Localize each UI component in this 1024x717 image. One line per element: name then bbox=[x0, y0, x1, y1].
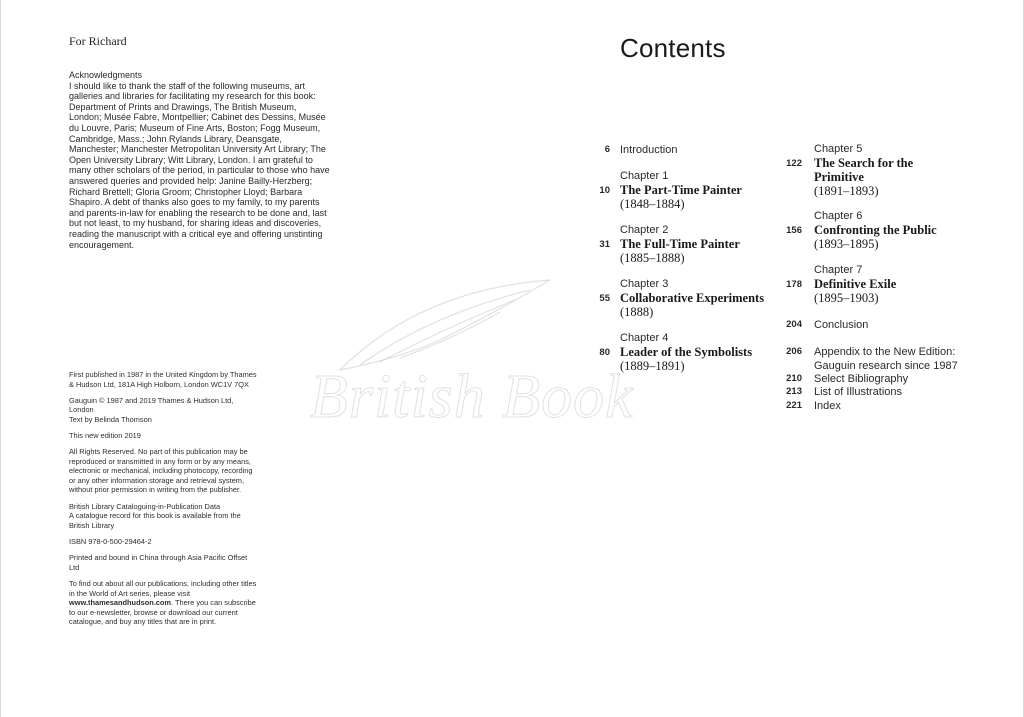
toc-page-number: 204 bbox=[786, 319, 802, 330]
toc-chapter-label: Chapter 3 bbox=[620, 278, 669, 290]
cip-data bbox=[69, 502, 259, 531]
toc-label: Conclusion bbox=[814, 319, 869, 331]
toc-chapter-label: Chapter 7 bbox=[814, 264, 863, 276]
toc-label: List of Illustrations bbox=[814, 386, 903, 398]
more-info-pre: To find out about all our publications, including other titles in the World of Art series, please visit bbox=[69, 579, 257, 598]
toc-page-number: 80 bbox=[599, 347, 610, 358]
toc-bibliography[interactable] bbox=[786, 372, 909, 386]
toc-chapter-dates: (1888) bbox=[620, 305, 654, 319]
toc-appendix[interactable] bbox=[786, 345, 958, 373]
page-edge-left bbox=[0, 0, 1, 717]
toc-chapter-5[interactable] bbox=[786, 143, 914, 198]
toc-label-continued: Gauguin research since 1987 bbox=[814, 360, 958, 372]
toc-chapter-dates: (1895–1903) bbox=[814, 291, 879, 305]
website-link[interactable]: www.thamesandhudson.com bbox=[69, 598, 171, 608]
imprint bbox=[69, 370, 259, 633]
first-published: First published in 1987 in the United Kingdom by Thames & Hudson Ltd, 181A High Holborn, London WC1V 7QX bbox=[69, 370, 257, 389]
toc-chapter-label: Chapter 1 bbox=[620, 170, 669, 182]
copyright bbox=[69, 396, 259, 425]
toc-index[interactable] bbox=[786, 399, 841, 413]
toc-chapter-3[interactable] bbox=[599, 278, 765, 319]
contents-title: Contents bbox=[620, 33, 726, 63]
toc-chapter-dates: (1893–1895) bbox=[814, 237, 879, 251]
toc-chapter-dates: (1885–1888) bbox=[620, 251, 685, 265]
dedication: For Richard bbox=[69, 34, 127, 48]
toc-chapter-title: The Part-Time Painter bbox=[620, 183, 742, 197]
toc-introduction[interactable] bbox=[604, 143, 678, 157]
toc-label: Introduction bbox=[620, 144, 678, 156]
toc-page-number: 6 bbox=[604, 144, 610, 155]
cip-text: A catalogue record for this book is available from the British Library bbox=[69, 511, 241, 530]
isbn: ISBN 978-0-500-29464-2 bbox=[69, 536, 152, 546]
toc-chapter-label: Chapter 6 bbox=[814, 210, 863, 222]
toc-illustrations[interactable] bbox=[786, 385, 903, 399]
copyright-line: Gauguin © 1987 and 2019 Thames & Hudson Ltd, London bbox=[69, 395, 234, 415]
acknowledgments-text: I should like to thank the staff of the following museums, art galleries and libraries for facilitating my research for this book: Department of Prints and Drawings, The British Museum, London; Musée Fabre, Montpellier; Cabinet des Dessins, Musée du Louvre, Paris; Museum of Fine Arts, Boston; Fogg Museum, Cambridge, Mass.; John Rylands Library, Deansgate, Manchester; Manchester Metropolitan University Art Library; The Open University Library; Witt Library, London. I am grateful to many other scholars of the period, in particular to those who have answered queries and provided help: Janine Bailly-Herzberg; Richard Brettell; Gloria Groom; Christopher Lloyd; Barbara Shapiro. A debt of thanks also goes to my family, to my parents and parents-in-law for enabling the research to be done and, last but not least, to my husband, for sharing ideas and discoveries, reading the manuscript with a critical eye and offering unstinting encouragement. bbox=[69, 80, 330, 250]
acknowledgments bbox=[69, 70, 331, 250]
toc-chapter-dates: (1891–1893) bbox=[814, 184, 879, 198]
toc-page-number: 10 bbox=[599, 185, 610, 196]
toc-chapter-label: Chapter 2 bbox=[620, 224, 669, 236]
author-line: Text by Belinda Thomson bbox=[69, 414, 152, 424]
watermark-text: British Book bbox=[310, 363, 634, 431]
toc-chapter-title: Definitive Exile bbox=[814, 277, 897, 291]
toc-chapter-dates: (1889–1891) bbox=[620, 359, 685, 373]
toc-chapter-dates: (1848–1884) bbox=[620, 197, 685, 211]
toc-chapter-title: Collaborative Experiments bbox=[620, 291, 765, 305]
toc-page-number: 178 bbox=[786, 279, 802, 290]
toc-page-number: 221 bbox=[786, 400, 802, 411]
toc-chapter-title-continued: Primitive bbox=[814, 170, 864, 184]
edition: This new edition 2019 bbox=[69, 431, 141, 441]
toc-chapter-title: The Full-Time Painter bbox=[620, 237, 740, 251]
toc-label: Index bbox=[814, 400, 841, 412]
toc-chapter-title: Leader of the Symbolists bbox=[620, 345, 753, 359]
toc-page-number: 210 bbox=[786, 373, 802, 384]
toc-page-number: 122 bbox=[786, 158, 802, 169]
cip-title: British Library Cataloguing-in-Publication Data bbox=[69, 501, 221, 511]
toc-chapter-7[interactable] bbox=[786, 264, 897, 305]
toc-chapter-title: Confronting the Public bbox=[814, 223, 937, 237]
toc-page-number: 156 bbox=[786, 225, 802, 236]
toc-page-number: 31 bbox=[599, 239, 610, 250]
acknowledgments-title: Acknowledgments bbox=[69, 70, 143, 80]
toc-chapter-label: Chapter 4 bbox=[620, 332, 669, 344]
toc-page-number: 206 bbox=[786, 346, 802, 357]
toc-label: Select Bibliography bbox=[814, 373, 909, 385]
more-info-post: . There you can subscribe to our e-newsletter, browse or download our current catalogue, and buy any titles that are in print. bbox=[69, 598, 256, 627]
toc-chapter-1[interactable] bbox=[599, 170, 742, 211]
more-info bbox=[69, 579, 259, 627]
toc-chapter-4[interactable] bbox=[599, 332, 753, 373]
toc-conclusion[interactable] bbox=[786, 318, 869, 332]
rights: All Rights Reserved. No part of this publication may be reproduced or transmitted in any form or by any means, electronic or mechanical, including photocopy, recording or any other information storage and retrieval system, without prior permission in writing from the publisher. bbox=[69, 447, 253, 495]
toc-chapter-label: Chapter 5 bbox=[814, 143, 863, 155]
toc-page-number: 55 bbox=[599, 293, 610, 304]
toc-chapter-2[interactable] bbox=[599, 224, 740, 265]
toc-page-number: 213 bbox=[786, 386, 802, 397]
toc-label: Appendix to the New Edition: bbox=[814, 346, 956, 358]
printed: Printed and bound in China through Asia Pacific Offset Ltd bbox=[69, 553, 248, 572]
toc-chapter-title: The Search for the bbox=[814, 156, 914, 170]
toc-chapter-6[interactable] bbox=[786, 210, 937, 251]
